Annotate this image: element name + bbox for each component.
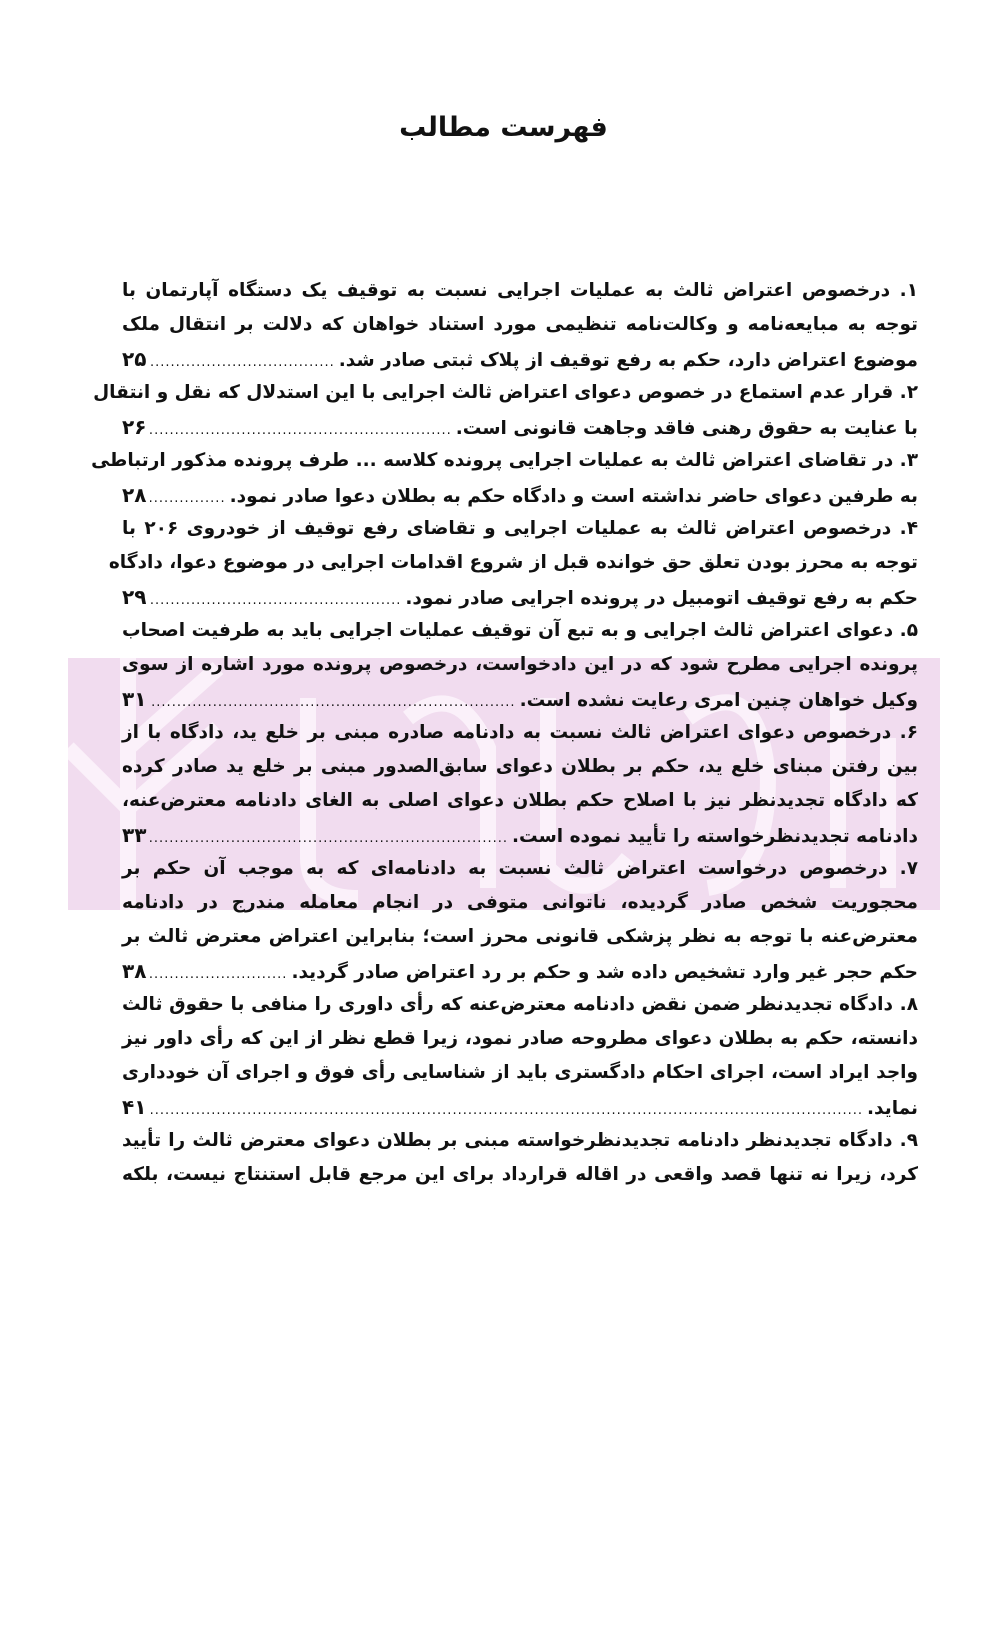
dot-leader <box>150 414 451 448</box>
toc-entry-text: ۴. درخصوص اعتراض ثالث به عملیات اجرایی و تقاضای رفع توقیف از خودروی ۲۰۶ با <box>122 518 918 539</box>
toc-entry-text: که دادگاه تجدیدنظر نیز با اصلاح حکم بطلان دعوای اصلی به الغای دادنامه معترض‌عنه، <box>122 790 918 811</box>
toc-page-number: ۳۳ <box>122 823 147 847</box>
dot-leader <box>150 346 334 380</box>
toc-entry-line <box>122 614 918 648</box>
toc-entry-line <box>93 376 918 410</box>
dot-leader <box>150 482 225 516</box>
toc-entry-line <box>91 444 918 478</box>
toc-entry-text: کرد، زیرا نه تنها قصد واقعی در اقاله قرارداد برای این مرجع قابل استنتاج نیست، بلکه <box>122 1164 918 1185</box>
toc-entry-line <box>122 886 918 920</box>
page-title: فهرست مطالب <box>399 112 608 143</box>
toc-entry-text: حکم حجر غیر وارد تشخیص داده شد و حکم بر رد اعتراض صادر گردید. <box>291 962 918 983</box>
toc-entry-text: با عنایت به حقوق رهنی فاقد وجاهت قانونی است. <box>455 418 918 439</box>
toc-entry-line <box>122 342 918 376</box>
toc-entry[interactable] <box>93 376 918 444</box>
toc-entry-text: پرونده اجرایی مطرح شود که در این دادخواست، درخصوص پرونده مورد اشاره از سوی <box>122 654 918 675</box>
toc-entry-line <box>122 512 918 546</box>
toc-entry-line <box>122 818 918 852</box>
toc-entry-line <box>122 648 918 682</box>
toc-entry-text: ۸. دادگاه تجدیدنظر ضمن نقض دادنامه معترض‌عنه که رأی داوری را منافی با حقوق ثالث <box>122 994 918 1015</box>
toc-entry-text: توجه به محرز بودن تعلق حق خوانده قبل از شروع اقدامات اجرایی در موضوع دعوا، دادگاه <box>108 552 918 573</box>
toc-entry-line <box>122 716 918 750</box>
toc-entry-text: ۳. در تقاضای اعتراض ثالث به عملیات اجرایی پرونده کلاسه ... طرف پرونده مذکور ارتباطی <box>91 450 918 471</box>
toc-entry-line <box>108 546 918 580</box>
toc-entry[interactable] <box>122 1124 918 1192</box>
toc-entry-text: معترض‌عنه با توجه به نظر پزشکی قانونی محرز است؛ بنابراین اعتراض معترض ثالث بر <box>122 926 918 947</box>
toc-entry[interactable] <box>122 716 918 852</box>
dot-leader <box>150 822 508 856</box>
toc-entry-text: موضوع اعتراض دارد، حکم به رفع توقیف از پلاک ثبتی صادر شد. <box>338 350 918 371</box>
toc-entry-line <box>122 1056 918 1090</box>
toc-entry-text: ۵. دعوای اعتراض ثالث اجرایی و به تبع آن توقیف عملیات اجرایی باید به طرفیت اصحاب <box>122 620 918 641</box>
toc-entry-text: ۷. درخصوص درخواست اعتراض ثالث نسبت به دادنامه‌ای که به موجب آن حکم بر <box>122 858 918 879</box>
toc-entry-text: به طرفین دعوای حاضر نداشته است و دادگاه حکم به بطلان دعوا صادر نمود. <box>229 486 918 507</box>
dot-leader <box>150 584 401 618</box>
toc-entry[interactable] <box>122 852 918 988</box>
toc-entry-line <box>122 274 918 308</box>
dot-leader <box>150 958 287 992</box>
toc-page-number: ۲۶ <box>122 415 147 439</box>
toc-entry-text: بین رفتن مبنای خلع ید، حکم بر بطلان دعوای سابق‌الصدور مبنی بر خلع ید صادر کرده <box>122 756 918 777</box>
toc-entry-line <box>122 1158 918 1192</box>
toc-entry-line <box>122 308 918 342</box>
toc-entry-text: محجوریت شخص صادر گردیده، ناتوانی متوفی در انجام معامله مندرج در دادنامه <box>122 892 918 913</box>
toc-entry-text: ۶. درخصوص دعوای اعتراض ثالث نسبت به دادنامه صادره مبنی بر خلع ید، دادگاه با از <box>122 722 918 743</box>
toc-entry-line <box>122 1090 918 1124</box>
toc-entry-text: وکیل خواهان چنین امری رعایت نشده است. <box>519 690 918 711</box>
toc-entry-text: حکم به رفع توقیف اتومبیل در پرونده اجرایی صادر نمود. <box>405 588 918 609</box>
toc-entry-line <box>122 954 918 988</box>
toc-entry-line <box>122 580 918 614</box>
toc-entry-text: توجه به مبایعه‌نامه و وکالت‌نامه تنظیمی مورد استناد خواهان که دلالت بر انتقال ملک <box>122 314 918 335</box>
toc-page-number: ۲۵ <box>122 347 147 371</box>
toc-entry-text: نماید. <box>867 1098 918 1119</box>
toc-entry-line <box>122 410 918 444</box>
toc-entry-line <box>122 920 918 954</box>
toc-page-number: ۲۹ <box>122 585 147 609</box>
toc-entry-line <box>122 478 918 512</box>
toc-entry-text: دادنامه تجدیدنظرخواسته را تأیید نموده است. <box>512 826 918 847</box>
table-of-contents <box>91 274 918 1192</box>
toc-entry-line <box>122 1022 918 1056</box>
toc-entry-line <box>122 682 918 716</box>
toc-entry-text: ۲. قرار عدم استماع در خصوص دعوای اعتراض ثالث اجرایی با این استدلال که نقل و انتقال <box>93 382 918 403</box>
toc-entry-line <box>122 750 918 784</box>
toc-entry[interactable] <box>122 614 918 716</box>
toc-entry[interactable] <box>91 444 918 512</box>
dot-leader <box>150 686 515 720</box>
toc-entry[interactable] <box>122 988 918 1124</box>
toc-entry-text: ۱. درخصوص اعتراض ثالث به عملیات اجرایی نسبت به توقیف یک دستگاه آپارتمان با <box>122 280 918 301</box>
toc-page-number: ۲۸ <box>122 483 147 507</box>
toc-page-number: ۳۸ <box>122 959 147 983</box>
toc-entry-line <box>122 988 918 1022</box>
toc-page-number: ۳۱ <box>122 687 147 711</box>
toc-entry[interactable] <box>108 512 918 614</box>
toc-entry-line <box>122 784 918 818</box>
toc-entry-line <box>122 1124 918 1158</box>
toc-entry-line <box>122 852 918 886</box>
toc-entry-text: واجد ایراد است، اجرای احکام دادگستری باید از شناسایی رأی فوق و اجرای آن خودداری <box>122 1062 918 1083</box>
toc-page-number: ۴۱ <box>122 1095 147 1119</box>
toc-entry-text: دانسته، حکم به بطلان دعوای مطروحه صادر نمود، زیرا قطع نظر از این که رأی داور نیز <box>122 1028 918 1049</box>
toc-entry[interactable] <box>122 274 918 376</box>
dot-leader <box>150 1094 863 1128</box>
toc-entry-text: ۹. دادگاه تجدیدنظر دادنامه تجدیدنظرخواسته مبنی بر بطلان دعوای معترض ثالث را تأیید <box>122 1130 918 1151</box>
